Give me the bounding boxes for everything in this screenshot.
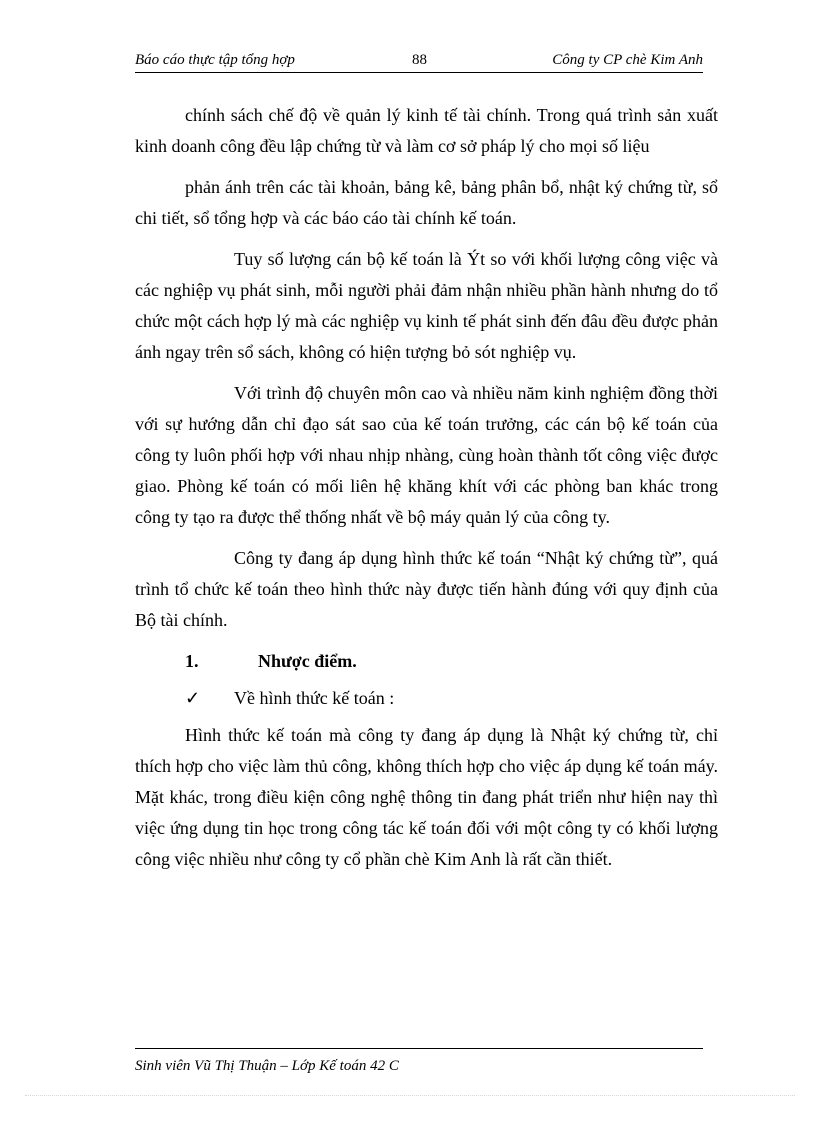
checkmark-icon: ✓ [185, 688, 201, 708]
paragraph-1: chính sách chế độ về quản lý kinh tế tài chính. Trong quá trình sản xuất kinh doanh công đều lập chứng từ và làm cơ sở pháp lý cho mọi số liệu [135, 105, 718, 156]
checklist-item-label: Về hình thức kế toán : [234, 688, 395, 708]
paragraph-5: Công ty đang áp dụng hình thức kế toán “Nhật ký chứng từ”, quá trình tổ chức kế toán theo hình thức này được tiến hành đúng với quy định của Bộ tài chính. [135, 548, 718, 630]
document-body [135, 100, 718, 885]
paragraph-2: phản ánh trên các tài khoản, bảng kê, bảng phân bổ, nhật ký chứng từ, sổ chi tiết, sổ tổng hợp và các báo cáo tài chính kế toán. [135, 177, 718, 228]
page-footer: Sinh viên Vũ Thị Thuận – Lớp Kế toán 42 C [135, 1058, 399, 1074]
checklist-item [135, 683, 718, 714]
page-bottom-edge [25, 1095, 795, 1096]
header-report-title: Báo cáo thực tập tổng hợp [135, 52, 295, 68]
header-divider [135, 72, 703, 73]
paragraph-6: Hình thức kế toán mà công ty đang áp dụng là Nhật ký chứng từ, chỉ thích hợp cho việc làm thủ công, không thích hợp cho việc áp dụng kế toán máy. Mặt khác, trong điều kiện công nghệ thông tin đang phát triển như hiện nay thì việc ứng dụng tin học trong công tác kế toán đối với một công ty có khối lượng công việc nhiều như công ty cổ phần chè Kim Anh là rất cần thiết. [135, 725, 718, 869]
footer-divider [135, 1048, 703, 1049]
paragraph-4: Với trình độ chuyên môn cao và nhiều năm kinh nghiệm đồng thời với sự hướng dẫn chỉ đạo sát sao của kế toán trưởng, các cán bộ kế toán của công ty luôn phối hợp với nhau nhịp nhàng, cùng hoàn thành tốt công việc được giao. Phòng kế toán có mối liên hệ khăng khít với các phòng ban khác trong công ty tạo ra được thể thống nhất về bộ máy quản lý của công ty. [135, 383, 718, 527]
paragraph-3: Tuy số lượng cán bộ kế toán là Ýt so với khối lượng công việc và các nghiệp vụ phát sinh, mỗi người phải đảm nhận nhiều phần hành nhưng do tổ chức một cách hợp lý mà các nghiệp vụ kinh tế phát sinh đến đâu đều được phản ánh ngay trên sổ sách, không có hiện tượng bỏ sót nghiệp vụ. [135, 249, 718, 362]
page-header [135, 50, 703, 70]
header-page-number: 88 [412, 52, 427, 68]
section-heading [135, 646, 718, 677]
section-title: Nhược điểm. [258, 651, 357, 671]
section-number: 1. [185, 651, 199, 671]
header-company-name: Công ty CP chè Kim Anh [552, 52, 703, 68]
